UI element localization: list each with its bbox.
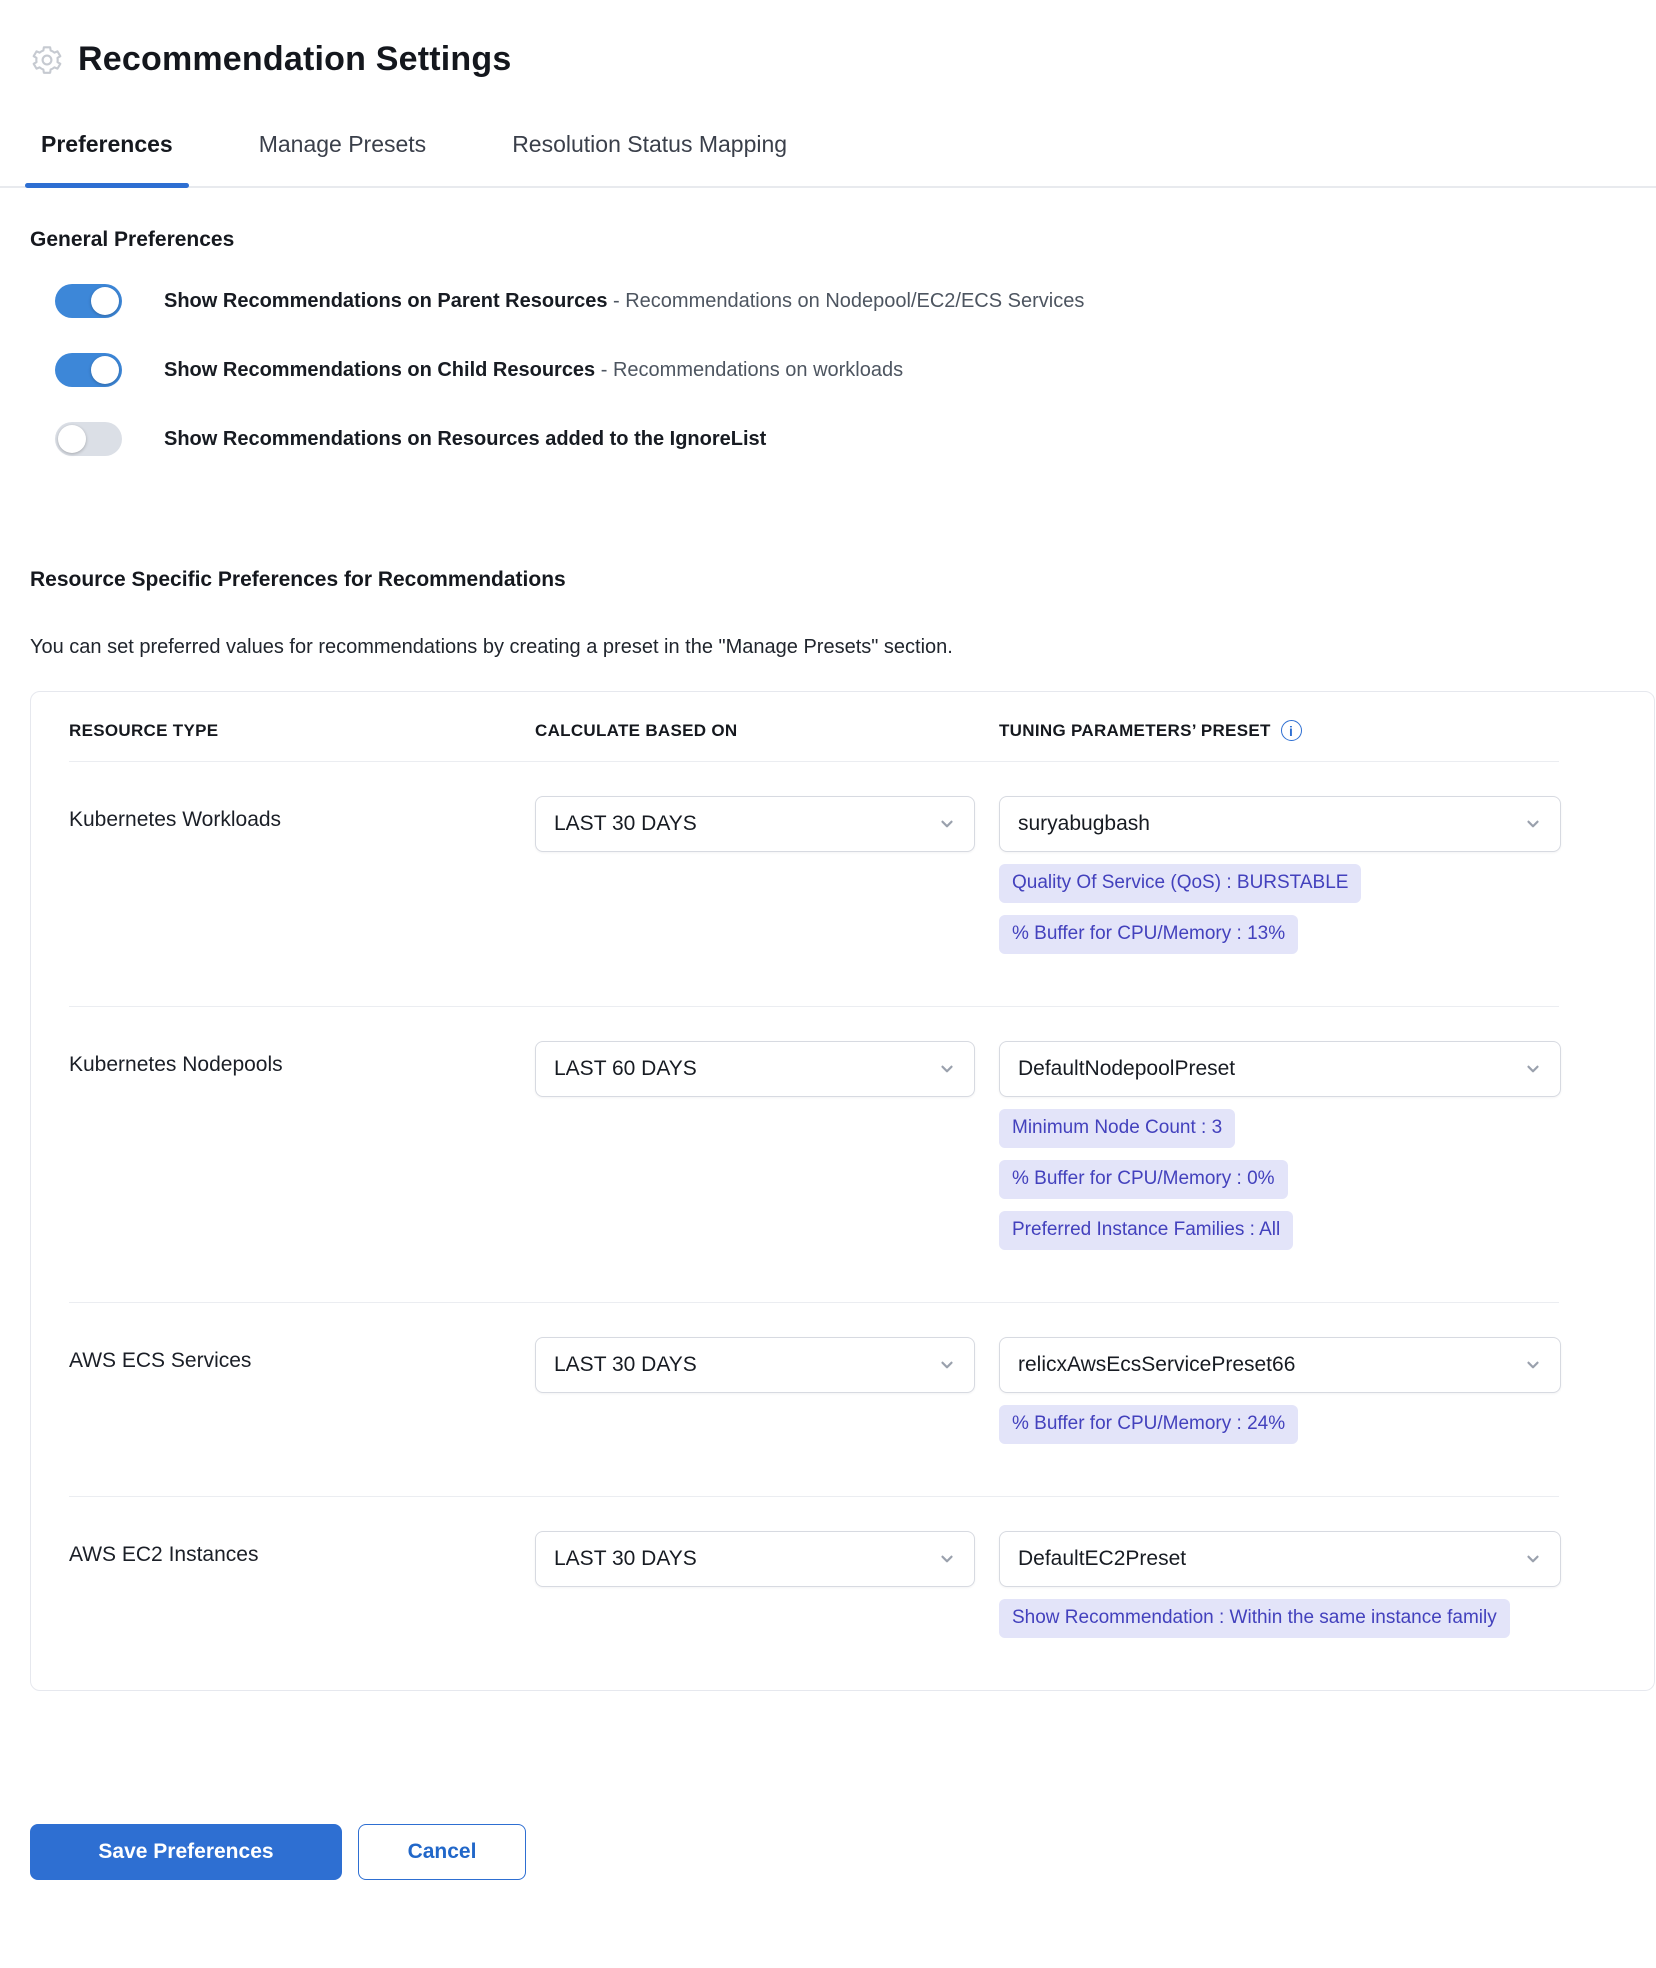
toggle-description: - Recommendations on workloads xyxy=(600,359,904,381)
cancel-button[interactable]: Cancel xyxy=(358,1824,526,1880)
calculate-based-on-value: LAST 30 DAYS xyxy=(554,1546,697,1570)
calculate-based-on-value: LAST 60 DAYS xyxy=(554,1056,697,1080)
toggle-knob xyxy=(91,356,119,384)
calculate-based-on-select[interactable] xyxy=(535,796,975,852)
chevron-down-icon xyxy=(938,1550,956,1568)
column-header-resource-type: RESOURCE TYPE xyxy=(69,720,219,740)
toggle-switch[interactable] xyxy=(55,422,122,456)
toggle-description: - Recommendations on Nodepool/EC2/ECS Services xyxy=(613,290,1085,312)
toggle-row xyxy=(55,422,1656,456)
table-header-row xyxy=(69,692,1559,762)
toggle-list xyxy=(0,284,1656,456)
preset-tag: % Buffer for CPU/Memory : 0% xyxy=(999,1160,1288,1199)
column-header-calculate-based-on: CALCULATE BASED ON xyxy=(535,720,738,740)
toggle-row xyxy=(55,284,1656,318)
tab-label: Manage Presets xyxy=(258,131,427,157)
general-preferences-heading: General Preferences xyxy=(30,228,235,251)
chevron-down-icon xyxy=(938,1060,956,1078)
page-title: Recommendation Settings xyxy=(78,40,512,78)
table-row xyxy=(69,1302,1559,1496)
resource-type-label: AWS EC2 Instances xyxy=(69,1542,259,1566)
table-body xyxy=(69,762,1559,1690)
tuning-preset-select[interactable] xyxy=(999,796,1561,852)
chevron-down-icon xyxy=(1524,815,1542,833)
info-icon[interactable]: i xyxy=(1281,720,1302,741)
preset-tag-list xyxy=(999,1109,1561,1250)
preset-tag: Minimum Node Count : 3 xyxy=(999,1109,1235,1148)
preset-tag: Quality Of Service (QoS) : BURSTABLE xyxy=(999,864,1361,903)
resource-type-label: Kubernetes Workloads xyxy=(69,808,282,831)
tuning-preset-select[interactable] xyxy=(999,1041,1561,1097)
gear-icon xyxy=(30,43,64,77)
tuning-preset-value: DefaultNodepoolPreset xyxy=(1018,1056,1236,1080)
toggle-text xyxy=(164,357,903,383)
chevron-down-icon xyxy=(1524,1356,1542,1374)
preset-tag-list xyxy=(999,1405,1561,1444)
toggle-switch[interactable] xyxy=(55,353,122,387)
calculate-based-on-value: LAST 30 DAYS xyxy=(554,1352,697,1376)
save-preferences-button[interactable]: Save Preferences xyxy=(30,1824,342,1880)
toggle-label: Show Recommendations on Resources added to the IgnoreList xyxy=(164,428,767,450)
page-header xyxy=(0,40,1656,79)
tuning-preset-value: relicxAwsEcsServicePreset66 xyxy=(1018,1352,1296,1376)
resource-type-label: AWS ECS Services xyxy=(69,1348,252,1372)
resource-preferences-table xyxy=(30,691,1655,1691)
calculate-based-on-select[interactable] xyxy=(535,1337,975,1393)
toggle-text xyxy=(164,426,766,452)
toggle-label: Show Recommendations on Parent Resources xyxy=(164,290,608,312)
tuning-preset-value: DefaultEC2Preset xyxy=(1018,1546,1187,1570)
preset-tag: Preferred Instance Families : All xyxy=(999,1211,1293,1250)
toggle-switch[interactable] xyxy=(55,284,122,318)
tab-label: Resolution Status Mapping xyxy=(512,131,788,157)
table-row xyxy=(69,1006,1559,1302)
column-header-tuning-preset-label: TUNING PARAMETERS’ PRESET xyxy=(999,720,1271,740)
preset-tag-list xyxy=(999,1599,1561,1638)
tuning-preset-select[interactable] xyxy=(999,1531,1561,1587)
tab-preferences[interactable] xyxy=(41,131,173,186)
preset-tag-list xyxy=(999,864,1561,954)
table-row xyxy=(69,762,1559,1006)
tab-label: Preferences xyxy=(41,131,173,157)
toggle-label: Show Recommendations on Child Resources xyxy=(164,359,596,381)
preset-tag: % Buffer for CPU/Memory : 13% xyxy=(999,915,1298,954)
chevron-down-icon xyxy=(1524,1060,1542,1078)
toggle-row xyxy=(55,353,1656,387)
tuning-preset-value: suryabugbash xyxy=(1018,812,1150,835)
chevron-down-icon xyxy=(938,815,956,833)
toggle-knob xyxy=(58,425,86,453)
resource-type-label: Kubernetes Nodepools xyxy=(69,1052,283,1076)
chevron-down-icon xyxy=(938,1356,956,1374)
tabs-bar xyxy=(0,131,1656,188)
calculate-based-on-select[interactable] xyxy=(535,1531,975,1587)
chevron-down-icon xyxy=(1524,1550,1542,1568)
table-row xyxy=(69,1496,1559,1690)
resource-preferences-heading: Resource Specific Preferences for Recommendations xyxy=(30,568,566,591)
footer-actions xyxy=(30,1824,1656,1880)
toggle-knob xyxy=(91,287,119,315)
calculate-based-on-select[interactable] xyxy=(535,1041,975,1097)
tuning-preset-select[interactable] xyxy=(999,1337,1561,1393)
calculate-based-on-value: LAST 30 DAYS xyxy=(554,812,697,835)
preset-tag: Show Recommendation : Within the same instance family xyxy=(999,1599,1510,1638)
preset-tag: % Buffer for CPU/Memory : 24% xyxy=(999,1405,1298,1444)
toggle-text xyxy=(164,288,1084,314)
tab-manage-presets[interactable] xyxy=(259,131,426,186)
resource-preferences-note: You can set preferred values for recommendations by creating a preset in the "Manage Presets" section. xyxy=(30,636,953,658)
tab-resolution-status-mapping[interactable] xyxy=(512,131,787,186)
column-header-tuning-preset xyxy=(999,720,1561,741)
